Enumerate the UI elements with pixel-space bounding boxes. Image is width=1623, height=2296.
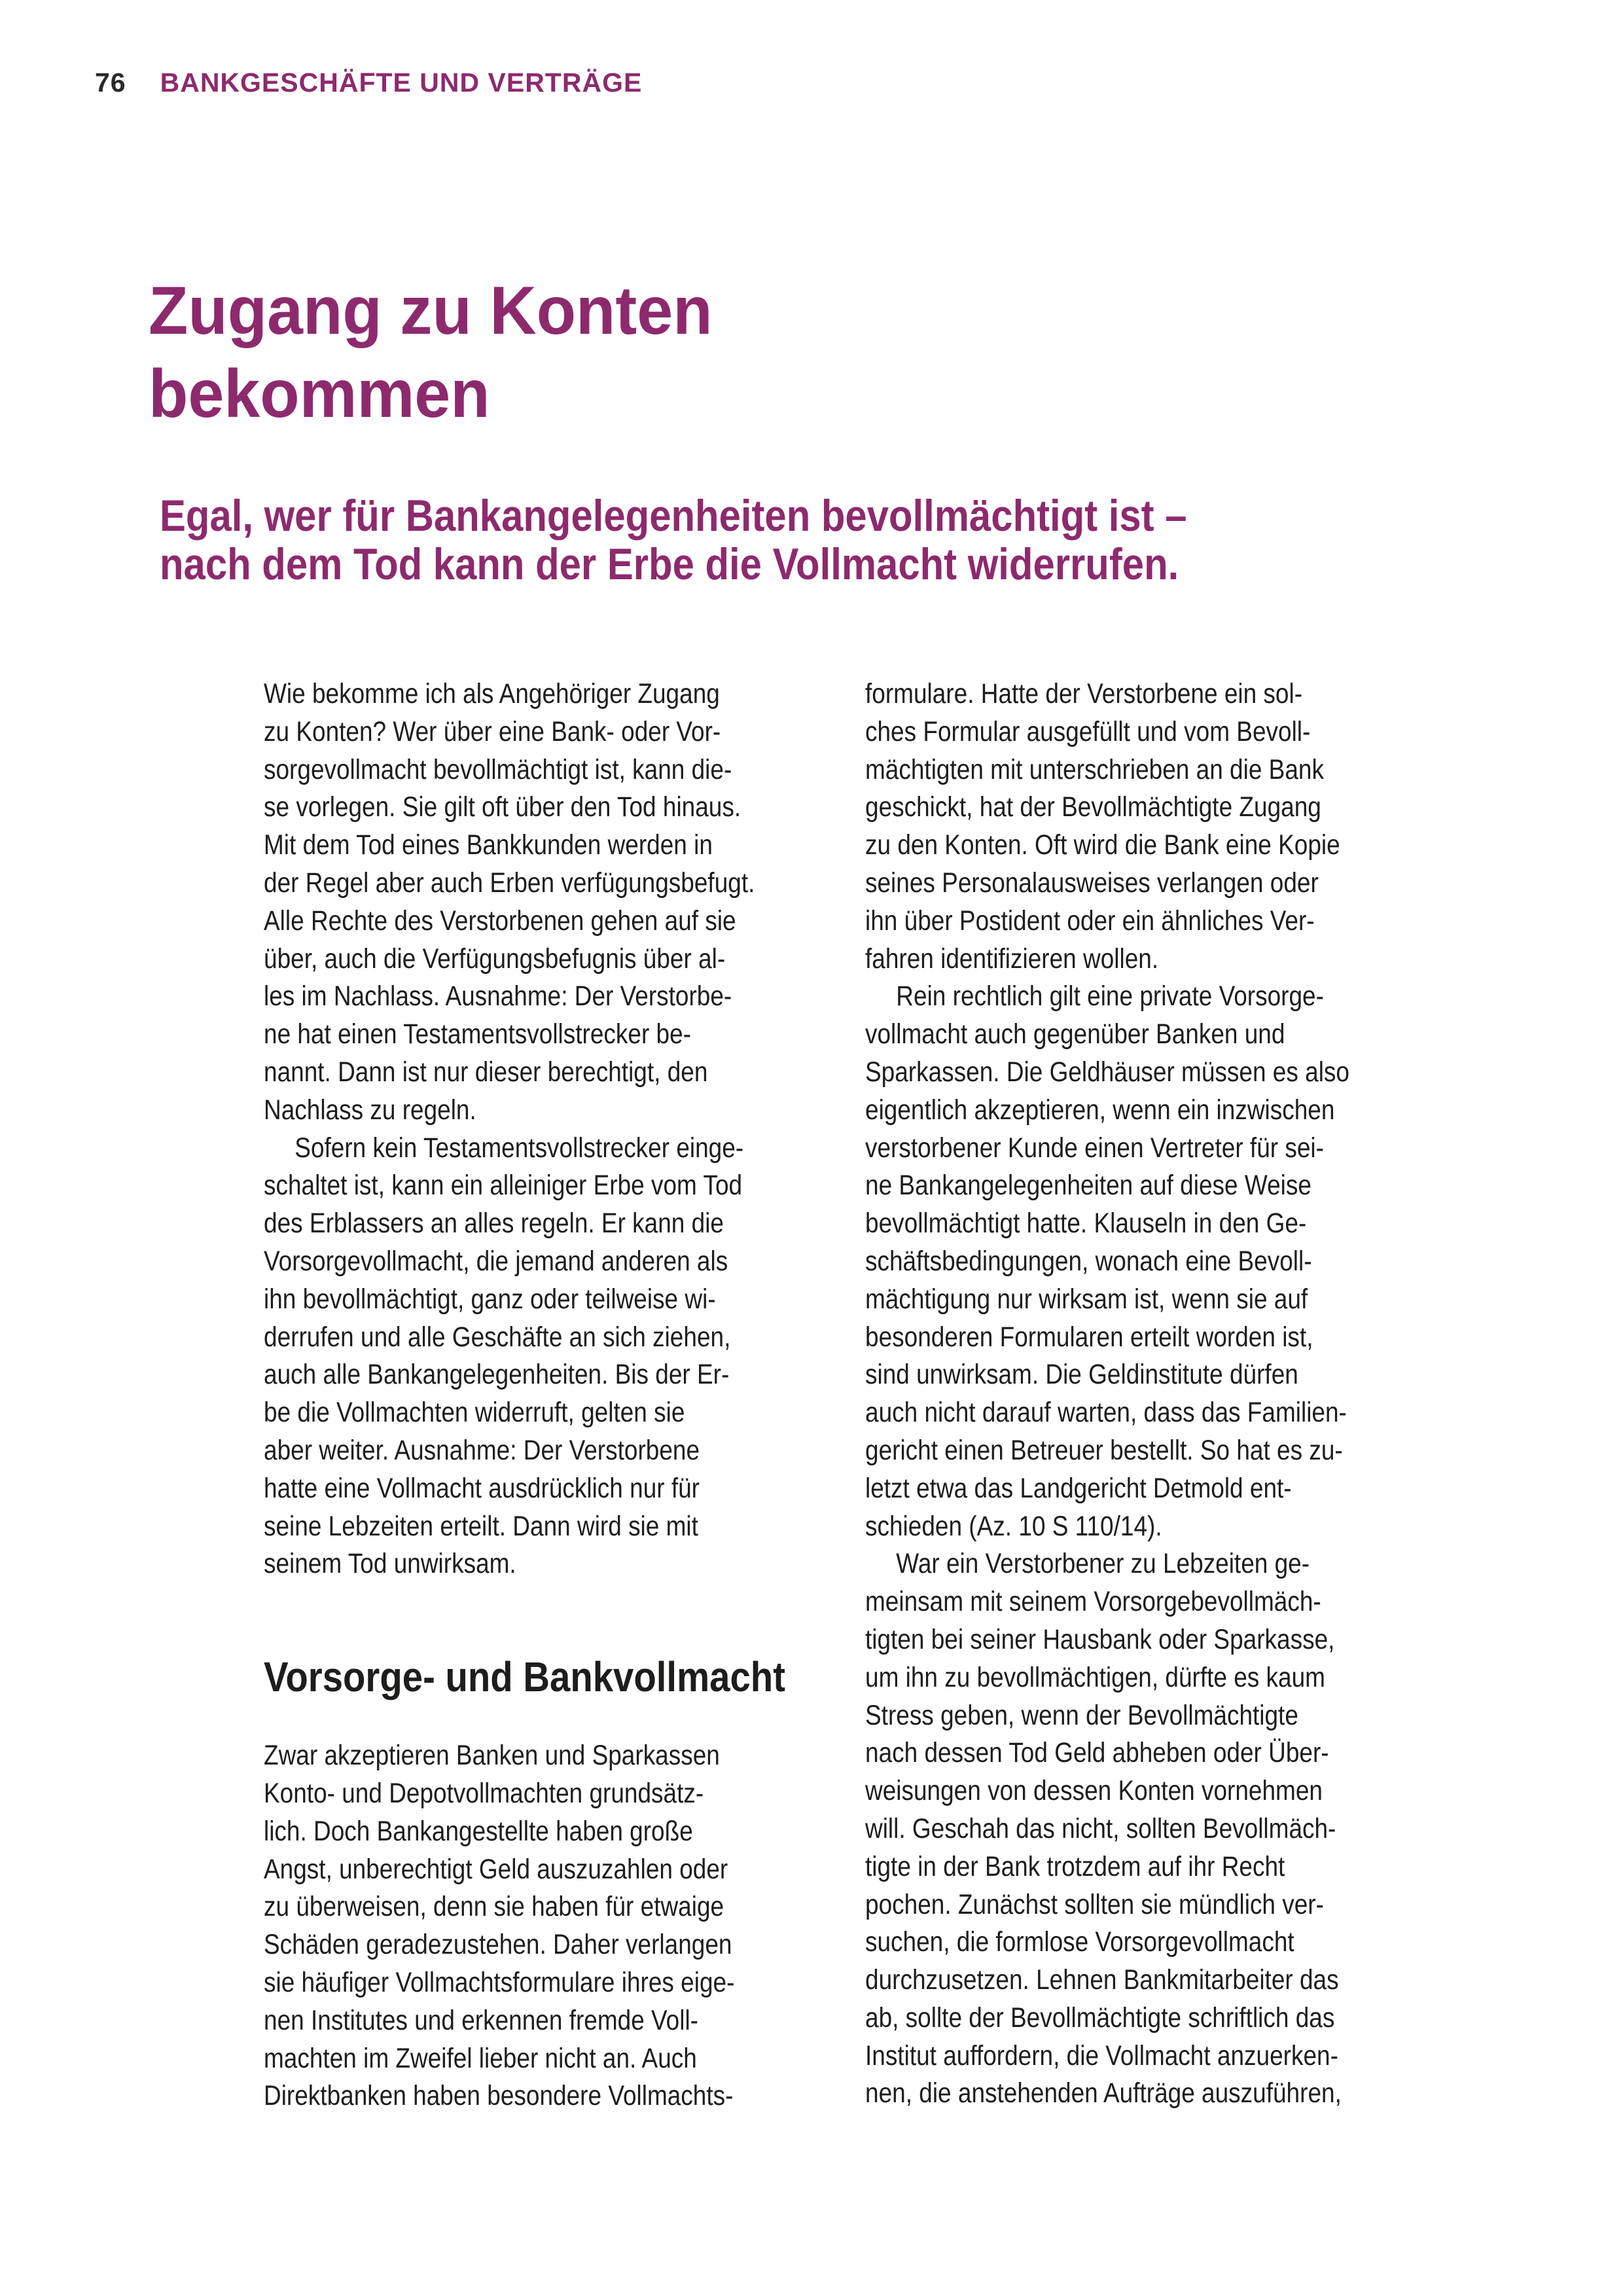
text-line: zu den Konten. Oft wird die Bank eine Kopie (865, 829, 1340, 861)
paragraph (264, 1737, 824, 2115)
text-line: meinsam mit seinem Vorsorgebevollmäch- (865, 1586, 1321, 1618)
text-line: Institut auffordern, die Vollmacht anzuerken- (865, 2039, 1338, 2072)
text-line: hatte eine Vollmacht ausdrücklich nur für (264, 1472, 700, 1504)
text-line: pochen. Zunächst sollten sie mündlich ver- (865, 1888, 1324, 1920)
text-line: Direktbanken haben besondere Vollmachts- (264, 2080, 734, 2112)
text-line: ihn über Postident oder ein ähnliches Ver- (865, 905, 1315, 937)
text-line: um ihn zu bevollmächtigen, dürfte es kaum (865, 1661, 1325, 1693)
text-line: ihn bevollmächtigt, ganz oder teilweise wi- (264, 1283, 716, 1315)
article-deck (160, 492, 1327, 588)
text-line: der Regel aber auch Erben verfügungsbefugt. (264, 867, 755, 899)
text-line: Zugang zu Konten (149, 273, 713, 349)
text-line: ne hat einen Testamentsvollstrecker be- (264, 1018, 691, 1050)
text-line: zu überweisen, denn sie haben für etwaige (264, 1891, 724, 1923)
text-line: Alle Rechte des Verstorbenen gehen auf sie (264, 905, 736, 937)
text-line: schieden (Az. 10 S 110/14). (865, 1510, 1162, 1542)
text-line: sorgevollmacht bevollmächtigt ist, kann die- (264, 753, 732, 785)
text-line: geschickt, hat der Bevollmächtigte Zugang (865, 791, 1321, 823)
text-line: durchzusetzen. Lehnen Bankmitarbeiter das (865, 1964, 1339, 1996)
text-line: sind unwirksam. Die Geldinstitute dürfen (865, 1359, 1298, 1391)
text-line: lich. Doch Bankangestellte haben große (264, 1815, 693, 1847)
text-line: formulare. Hatte der Verstorbene ein sol- (865, 678, 1303, 709)
text-line: will. Geschah das nicht, sollten Bevollmäch- (865, 1812, 1336, 1844)
text-line: Wie bekomme ich als Angehöriger Zugang (264, 678, 720, 709)
text-line: eigentlich akzeptieren, wenn ein inzwischen (865, 1094, 1335, 1126)
text-line: gericht einen Betreuer bestellt. So hat es zu- (865, 1434, 1343, 1466)
text-line: Rein rechtlich gilt eine private Vorsorge- (896, 980, 1324, 1013)
text-line: ab, sollte der Bevollmächtigte schriftlich das (865, 2001, 1335, 2034)
page-number: 76 (95, 67, 126, 98)
text-line: zu Konten? Wer über eine Bank- oder Vor- (264, 715, 721, 747)
text-line: War ein Verstorbener zu Lebzeiten ge- (896, 1548, 1310, 1580)
text-column-left (264, 675, 824, 2115)
text-line: bekommen (149, 356, 490, 432)
section-title: BANKGESCHÄFTE UND VERTRÄGE (160, 67, 643, 98)
text-line: Nachlass zu regeln. (264, 1094, 476, 1126)
text-line: auch alle Bankangelegenheiten. Bis der Er- (264, 1359, 730, 1391)
text-line: verstorbener Kunde einen Vertreter für sei- (865, 1132, 1324, 1164)
text-line: tigten bei seiner Hausbank oder Sparkasse, (865, 1623, 1335, 1655)
text-line: nach dem Tod kann der Erbe die Vollmacht widerrufen. (160, 539, 1179, 589)
text-line: aber weiter. Ausnahme: Der Verstorbene (264, 1434, 700, 1466)
text-line: mächtigten mit unterschrieben an die Bank (865, 753, 1324, 785)
text-line: nach dessen Tod Geld abheben oder Über- (865, 1737, 1329, 1769)
text-line: fahren identifizieren wollen. (865, 942, 1159, 975)
text-line: letzt etwa das Landgericht Detmold ent- (865, 1472, 1292, 1504)
text-line: derrufen und alle Geschäfte an sich ziehen, (264, 1321, 731, 1353)
paragraph (264, 1130, 824, 1584)
text-column-right (865, 675, 1433, 2113)
column-subheading: Vorsorge- und Bankvollmacht (264, 1653, 785, 1701)
text-line: les im Nachlass. Ausnahme: Der Verstorbe- (264, 980, 732, 1013)
text-line: auch nicht darauf warten, dass das Familien- (865, 1397, 1347, 1429)
text-line: seine Lebzeiten erteilt. Dann wird sie mit (264, 1510, 698, 1542)
paragraph (865, 978, 1433, 1545)
text-line: Sparkassen. Die Geldhäuser müssen es also (865, 1056, 1349, 1088)
running-head (95, 67, 642, 98)
text-line: vollmacht auch gegenüber Banken und (865, 1018, 1285, 1050)
text-line: Stress geben, wenn der Bevollmächtigte (865, 1699, 1298, 1731)
text-line: Sofern kein Testamentsvollstrecker einge- (294, 1132, 744, 1164)
text-line: suchen, die formlose Vorsorgevollmacht (865, 1926, 1294, 1958)
text-line: ches Formular ausgefüllt und vom Bevoll- (865, 715, 1311, 747)
text-line: ne Bankangelegenheiten auf diese Weise (865, 1170, 1311, 1202)
text-line: Vorsorgevollmacht, die jemand anderen als (264, 1245, 728, 1277)
text-line: Angst, unberechtigt Geld auszuzahlen oder (264, 1853, 728, 1885)
text-line: se vorlegen. Sie gilt oft über den Tod hinaus. (264, 791, 741, 823)
text-line: bevollmächtigt hatte. Klauseln in den Ge- (865, 1208, 1307, 1240)
text-line: nen, die anstehenden Aufträge auszuführen, (865, 2077, 1342, 2109)
text-line: über, auch die Verfügungsbefugnis über al- (264, 942, 726, 975)
text-line: des Erblassers an alles regeln. Er kann die (264, 1208, 724, 1240)
text-line: Schäden geradezustehen. Daher verlangen (264, 1929, 732, 1961)
paragraph (865, 1545, 1433, 2113)
text-line: be die Vollmachten widerruft, gelten sie (264, 1397, 685, 1429)
text-line: sie häufiger Vollmachtsformulare ihres eige- (264, 1966, 735, 1998)
text-line: weisungen von dessen Konten vornehmen (865, 1775, 1323, 1807)
text-line: Zwar akzeptieren Banken und Sparkassen (264, 1740, 720, 1772)
text-line: besonderen Formularen erteilt worden ist, (865, 1321, 1313, 1353)
text-line: Mit dem Tod eines Bankkunden werden in (264, 829, 713, 861)
text-line: Konto- und Depotvollmachten grundsätz- (264, 1777, 704, 1809)
article-title (149, 270, 742, 436)
paragraph (264, 675, 824, 1130)
text-line: seinem Tod unwirksam. (264, 1548, 516, 1580)
text-line: nannt. Dann ist nur dieser berechtigt, den (264, 1056, 708, 1088)
text-line: machten im Zweifel lieber nicht an. Auch (264, 2042, 697, 2074)
paragraph (865, 675, 1433, 978)
text-line: nen Institutes und erkennen fremde Voll- (264, 2004, 699, 2036)
text-line: seines Personalausweises verlangen oder (865, 867, 1319, 899)
text-line: Egal, wer für Bankangelegenheiten bevollmächtigt ist – (160, 491, 1187, 541)
text-line: tigte in der Bank trotzdem auf ihr Recht (865, 1850, 1285, 1882)
text-line: mächtigung nur wirksam ist, wenn sie auf (865, 1283, 1308, 1315)
text-line: schaltet ist, kann ein alleiniger Erbe vom Tod (264, 1170, 743, 1202)
text-line: schäftsbedingungen, wonach eine Bevoll- (865, 1245, 1312, 1277)
